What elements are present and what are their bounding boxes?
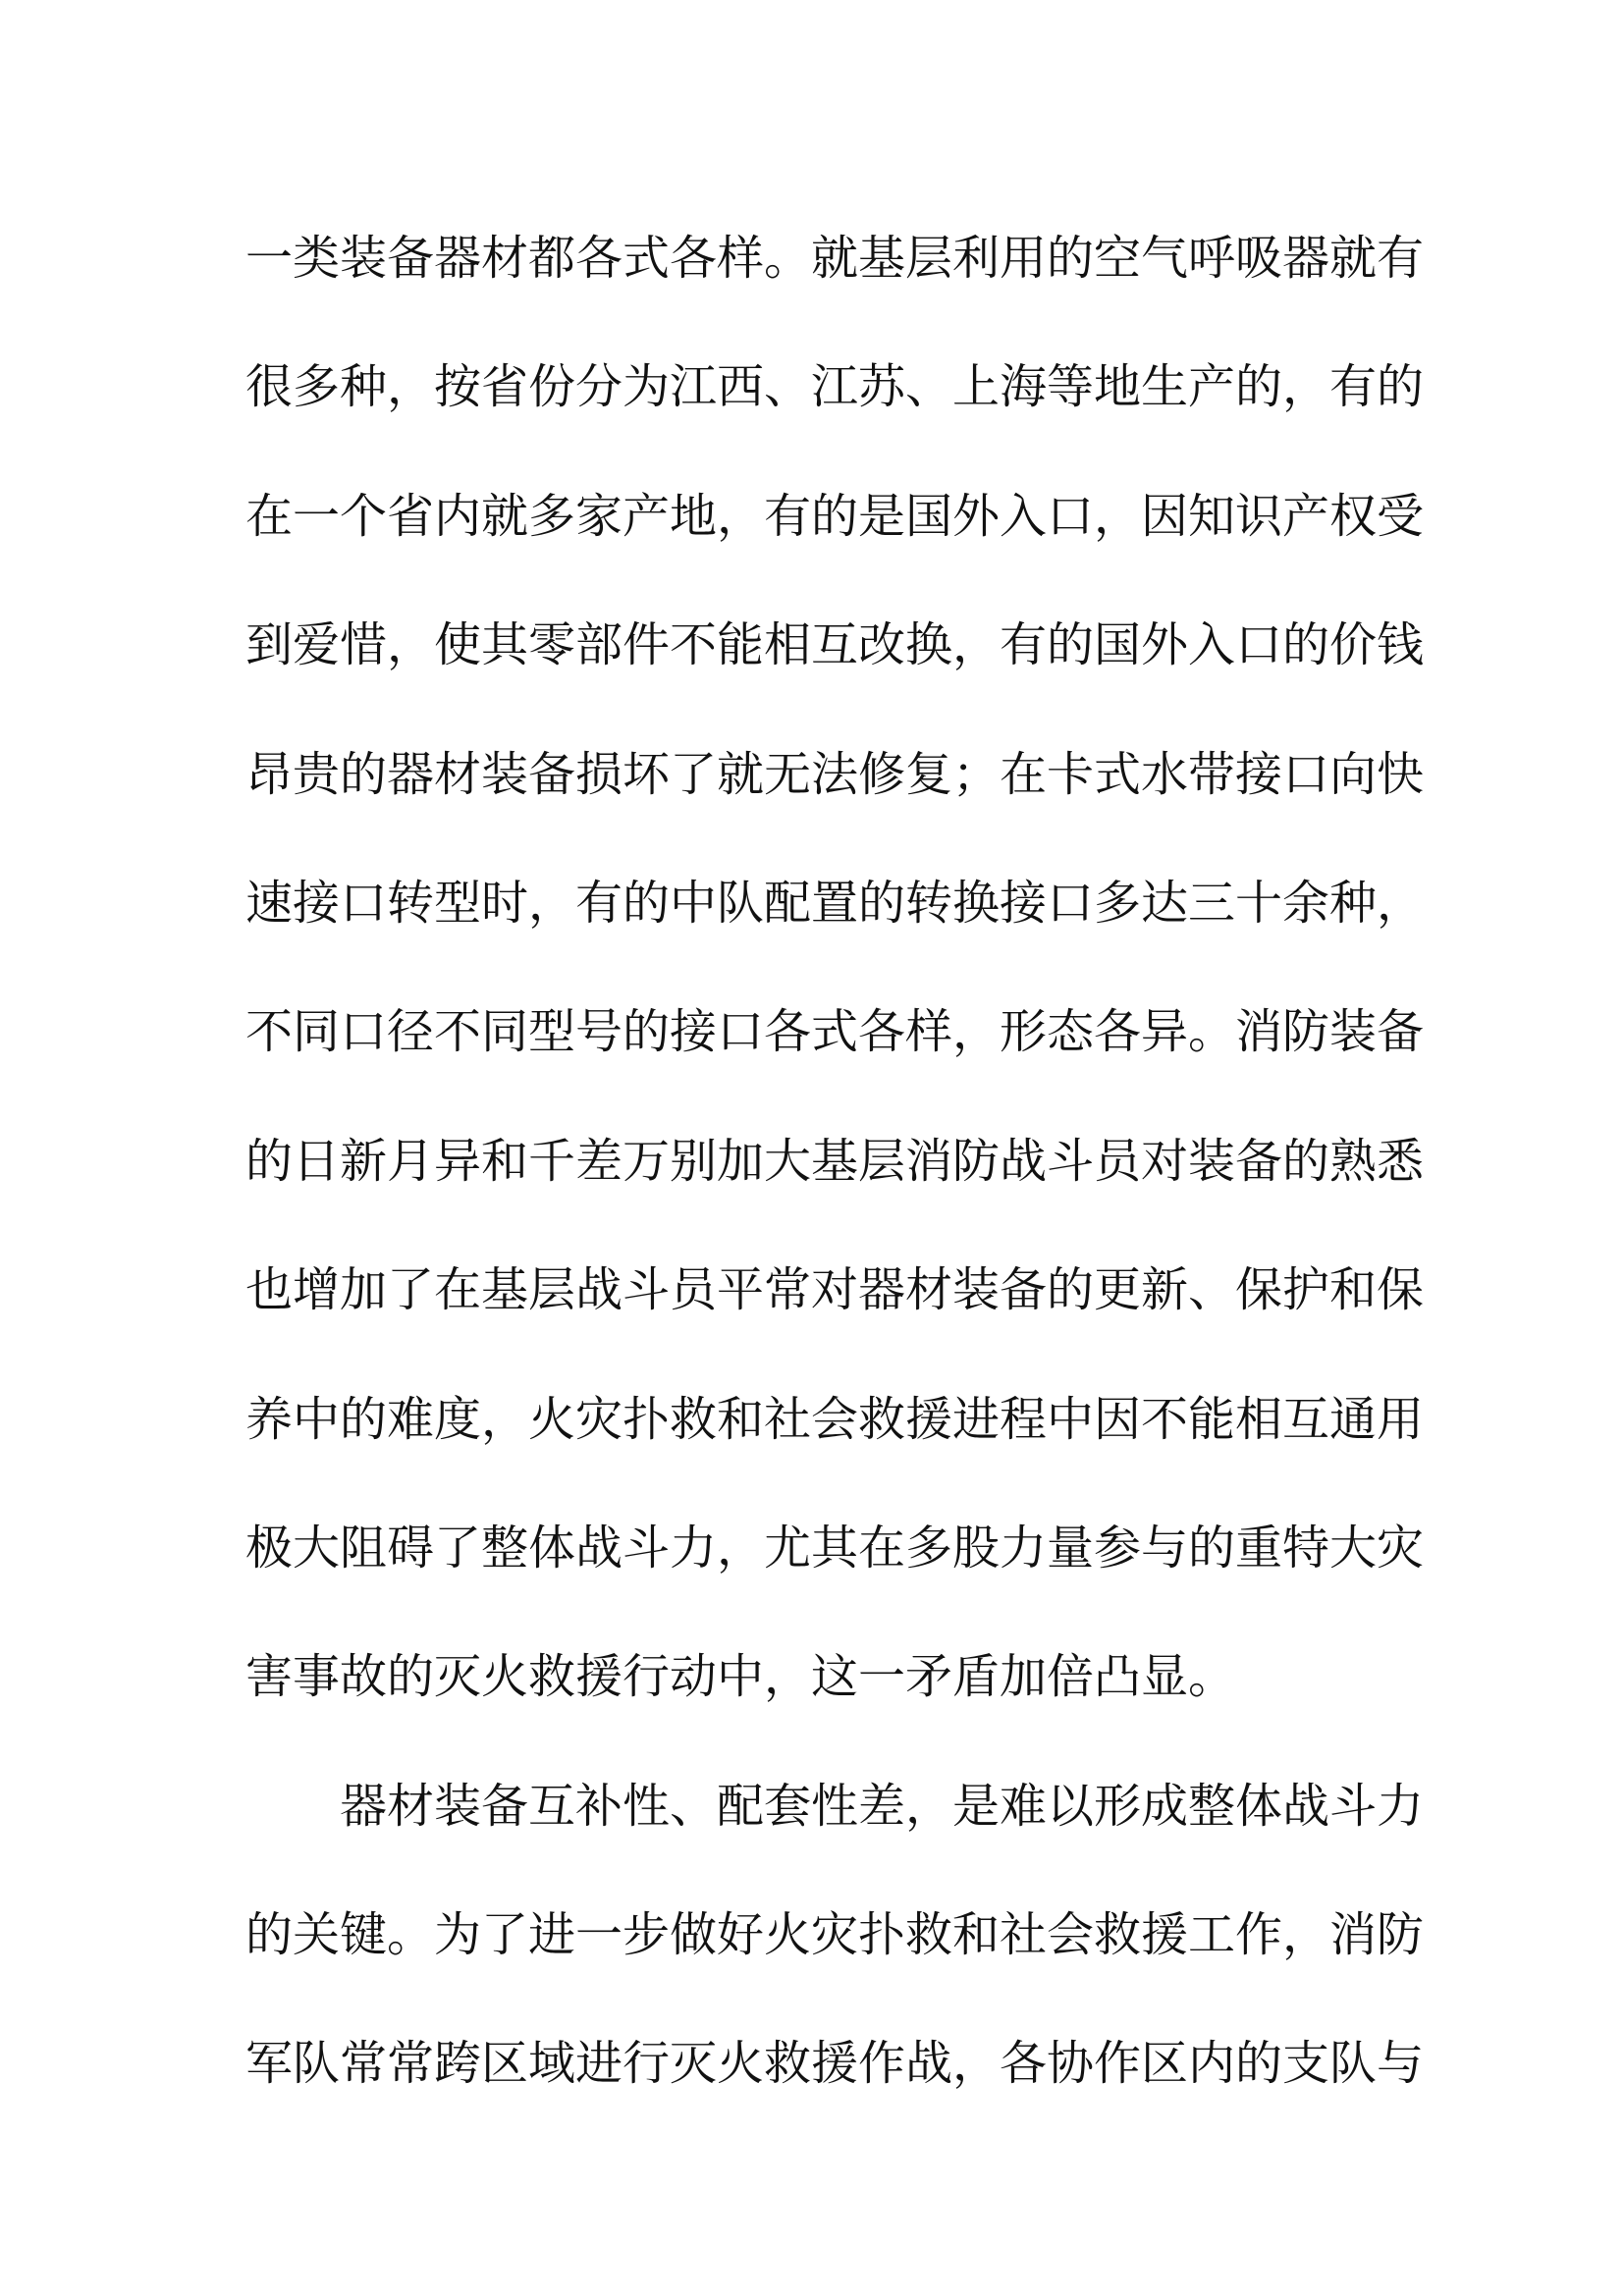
text-line: 也增加了在基层战斗员平常对器材装备的更新、保护和保 bbox=[245, 1262, 1425, 1318]
text-line: 在一个省内就多家产地，有的是国外入口，因知识产权受 bbox=[245, 488, 1425, 544]
text-line: 军队常常跨区域进行灭火救援作战，各协作区内的支队与 bbox=[245, 2036, 1425, 2092]
paragraph-end-line: 害事故的灭火救援行动中，这一矛盾加倍凸显。 bbox=[245, 1649, 1236, 1705]
text-line: 养中的难度，火灾扑救和社会救援进程中因不能相互通用 bbox=[245, 1391, 1425, 1447]
text-line: 极大阻碍了整体战斗力，尤其在多股力量参与的重特大灾 bbox=[245, 1520, 1425, 1575]
body-text bbox=[245, 219, 1425, 2154]
paragraph-first-line: 器材装备互补性、配套性差，是难以形成整体战斗力 bbox=[340, 1778, 1425, 1834]
text-line: 不同口径不同型号的接口各式各样，形态各异。消防装备 bbox=[245, 1004, 1425, 1060]
text-line: 一类装备器材都各式各样。就基层利用的空气呼吸器就有 bbox=[245, 231, 1425, 286]
text-line: 的关键。为了进一步做好火灾扑救和社会救援工作，消防 bbox=[245, 1907, 1425, 1963]
text-line: 速接口转型时，有的中队配置的转换接口多达三十余种， bbox=[245, 875, 1425, 931]
text-line: 很多种，按省份分为江西、江苏、上海等地生产的，有的 bbox=[245, 359, 1425, 415]
text-line: 到爱惜，使其零部件不能相互改换，有的国外入口的价钱 bbox=[245, 617, 1425, 673]
text-line: 的日新月异和千差万别加大基层消防战斗员对装备的熟悉 bbox=[245, 1133, 1425, 1189]
text-line: 昂贵的器材装备损坏了就无法修复；在卡式水带接口向快 bbox=[245, 746, 1425, 802]
